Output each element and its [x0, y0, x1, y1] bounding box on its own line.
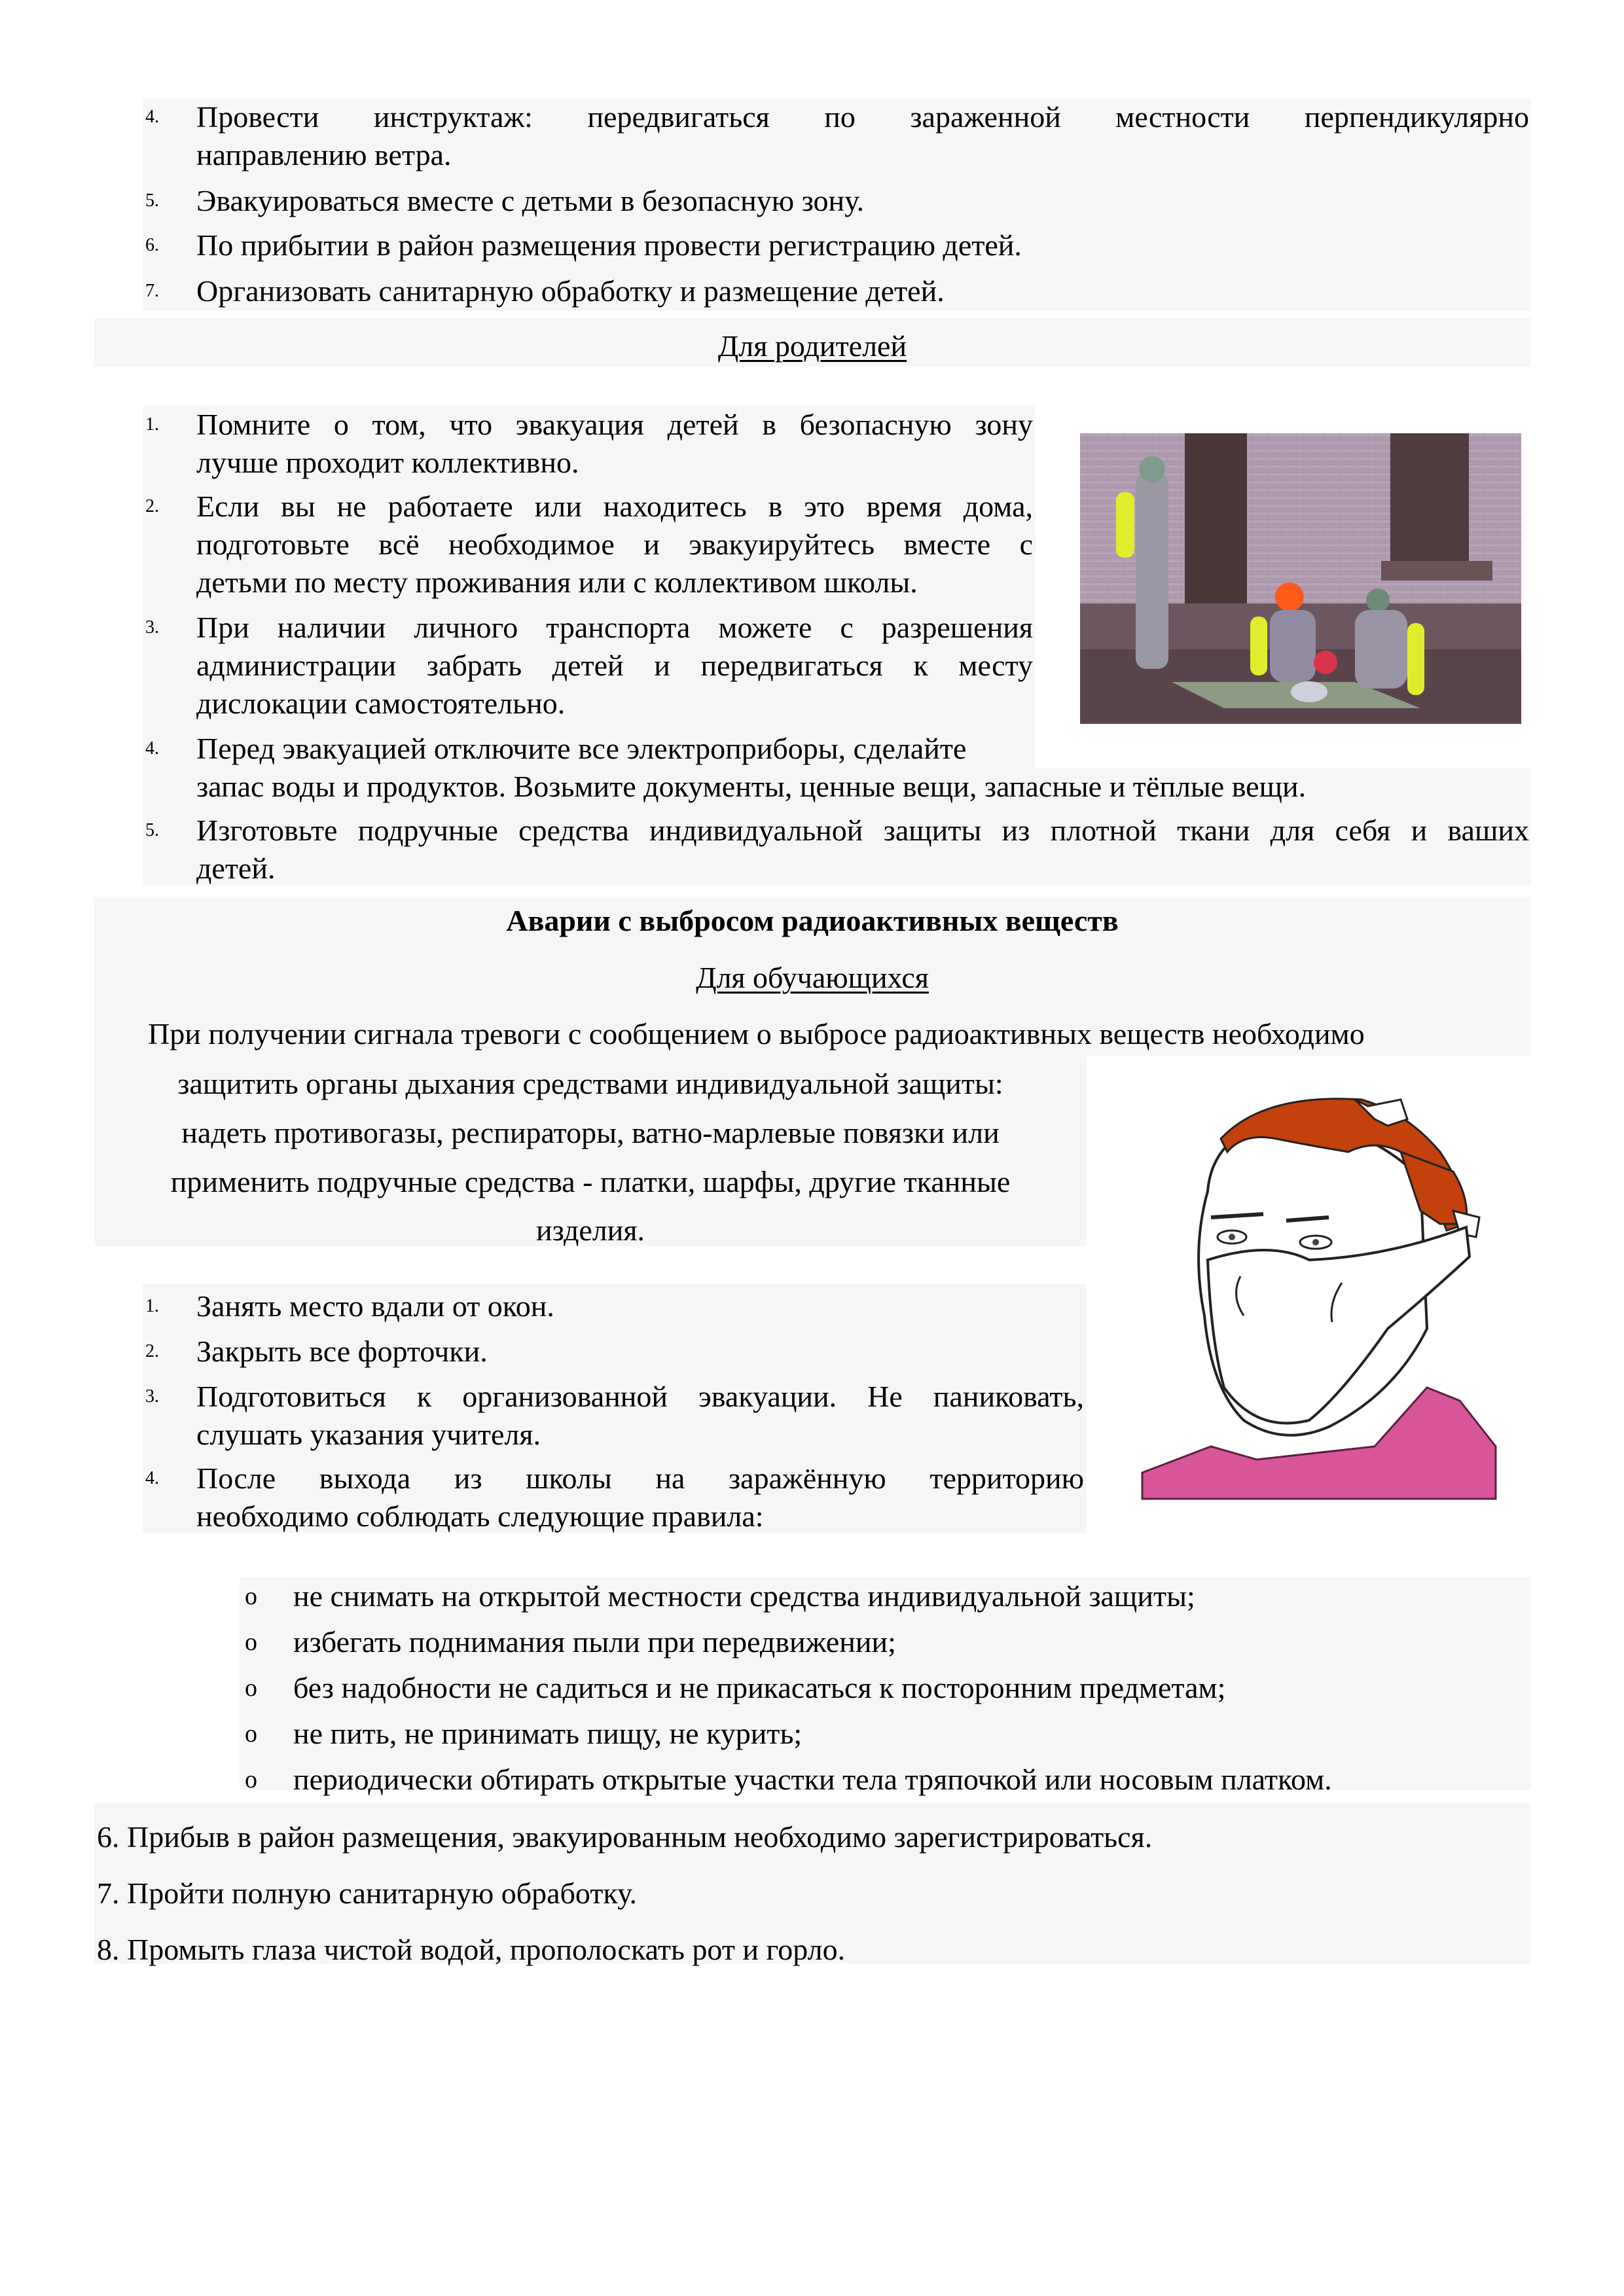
list-number: 4.	[145, 1468, 159, 1488]
list-item-text: После выхода из школы на заражённую территорию	[196, 1462, 1084, 1495]
final-step: 8. Промыть глаза чистой водой, прополоскать рот и горло.	[97, 1933, 846, 1966]
list-item-text: детей.	[196, 852, 276, 885]
rule-item: избегать поднимания пыли при передвижении;	[293, 1625, 896, 1659]
list-item-text: слушать указания учителя.	[196, 1418, 541, 1451]
list-item-text: При наличии личного транспорта можете с разрешения	[196, 611, 1033, 644]
list-number: 7.	[145, 281, 159, 301]
rule-item: не снимать на открытой местности средства индивидуальной защиты;	[293, 1579, 1195, 1613]
students-heading: Для обучающихся	[696, 961, 929, 994]
list-item-text: администрации забрать детей и передвигаться к месту	[196, 649, 1033, 682]
bullet-icon: o	[245, 1720, 257, 1748]
intro-text: защитить органы дыхания средствами индивидуальной защиты:	[177, 1067, 1003, 1100]
list-number: 6.	[145, 235, 159, 255]
list-item-text: подготовьте всё необходимое и эвакуируйтесь вместе с	[196, 528, 1033, 561]
list-item-text: По прибытии в район размещения провести регистрацию детей.	[196, 228, 1022, 262]
face-mask-illustration	[1113, 1080, 1506, 1505]
intro-text: При получении сигнала тревоги с сообщением о выбросе радиоактивных веществ необходимо	[148, 1017, 1365, 1050]
list-item-text: Подготовиться к организованной эвакуации. Не паниковать,	[196, 1380, 1084, 1413]
bullet-icon: o	[245, 1674, 257, 1702]
list-number: 4.	[145, 107, 159, 127]
list-item-text: запас воды и продуктов. Возьмите документы, ценные вещи, запасные и тёплые вещи.	[196, 770, 1307, 803]
list-item-text: Эвакуироваться вместе с детьми в безопасную зону.	[196, 184, 865, 217]
list-number: 2.	[145, 1341, 159, 1361]
intro-text: применить подручные средства - платки, шарфы, другие тканные	[170, 1165, 1011, 1198]
bullet-icon: o	[245, 1628, 257, 1656]
rule-item: периодически обтирать открытые участки тела тряпочкой или носовым платком.	[293, 1763, 1332, 1796]
list-item-text: Помните о том, что эвакуация детей в безопасную зону	[196, 408, 1033, 441]
list-number: 2.	[145, 496, 159, 516]
list-number: 4.	[145, 738, 159, 759]
final-step: 7. Пройти полную санитарную обработку.	[97, 1876, 638, 1910]
list-number: 3.	[145, 617, 159, 637]
rescue-workers-photo	[1080, 433, 1521, 724]
parents-heading: Для родителей	[717, 329, 907, 363]
list-item-text: направлению ветра.	[196, 138, 452, 171]
list-item-text: Перед эвакуацией отключите все электроприборы, сделайте	[196, 732, 967, 765]
bullet-icon: o	[245, 1766, 257, 1793]
list-item-text: Изготовьте подручные средства индивидуальной защиты из плотной ткани для себя и ваших	[196, 814, 1529, 847]
bullet-icon: o	[245, 1583, 257, 1610]
list-number: 5.	[145, 190, 159, 211]
rule-item: не пить, не принимать пищу, не курить;	[293, 1717, 803, 1750]
list-item-text: Организовать санитарную обработку и размещение детей.	[196, 274, 945, 308]
section-title: Аварии с выбросом радиоактивных веществ	[506, 904, 1119, 937]
list-item-text: необходимо соблюдать следующие правила:	[196, 1499, 764, 1533]
list-number: 1.	[145, 414, 159, 435]
list-number: 1.	[145, 1296, 159, 1316]
intro-text: изделия.	[535, 1213, 645, 1247]
list-item-text: лучше проходит коллективно.	[196, 446, 579, 479]
list-item-text: Провести инструктаж: передвигаться по зараженной местности перпендикулярно	[196, 100, 1529, 134]
intro-text: надеть противогазы, респираторы, ватно-марлевые повязки или	[181, 1116, 1000, 1149]
list-item-text: Закрыть все форточки.	[196, 1335, 488, 1368]
list-item-text: Занять место вдали от окон.	[196, 1289, 554, 1323]
list-item-text: дислокации самостоятельно.	[196, 687, 566, 720]
list-number: 3.	[145, 1386, 159, 1407]
list-item-text: Если вы не работаете или находитесь в это время дома,	[196, 490, 1033, 523]
rule-item: без надобности не садиться и не прикасаться к посторонним предметам;	[293, 1671, 1226, 1704]
list-item-text: детьми по месту проживания или с коллективом школы.	[196, 565, 918, 599]
air-tank	[1116, 492, 1134, 558]
final-step: 6. Прибыв в район размещения, эвакуированным необходимо зарегистрироваться.	[97, 1820, 1153, 1854]
list-number: 5.	[145, 820, 159, 840]
